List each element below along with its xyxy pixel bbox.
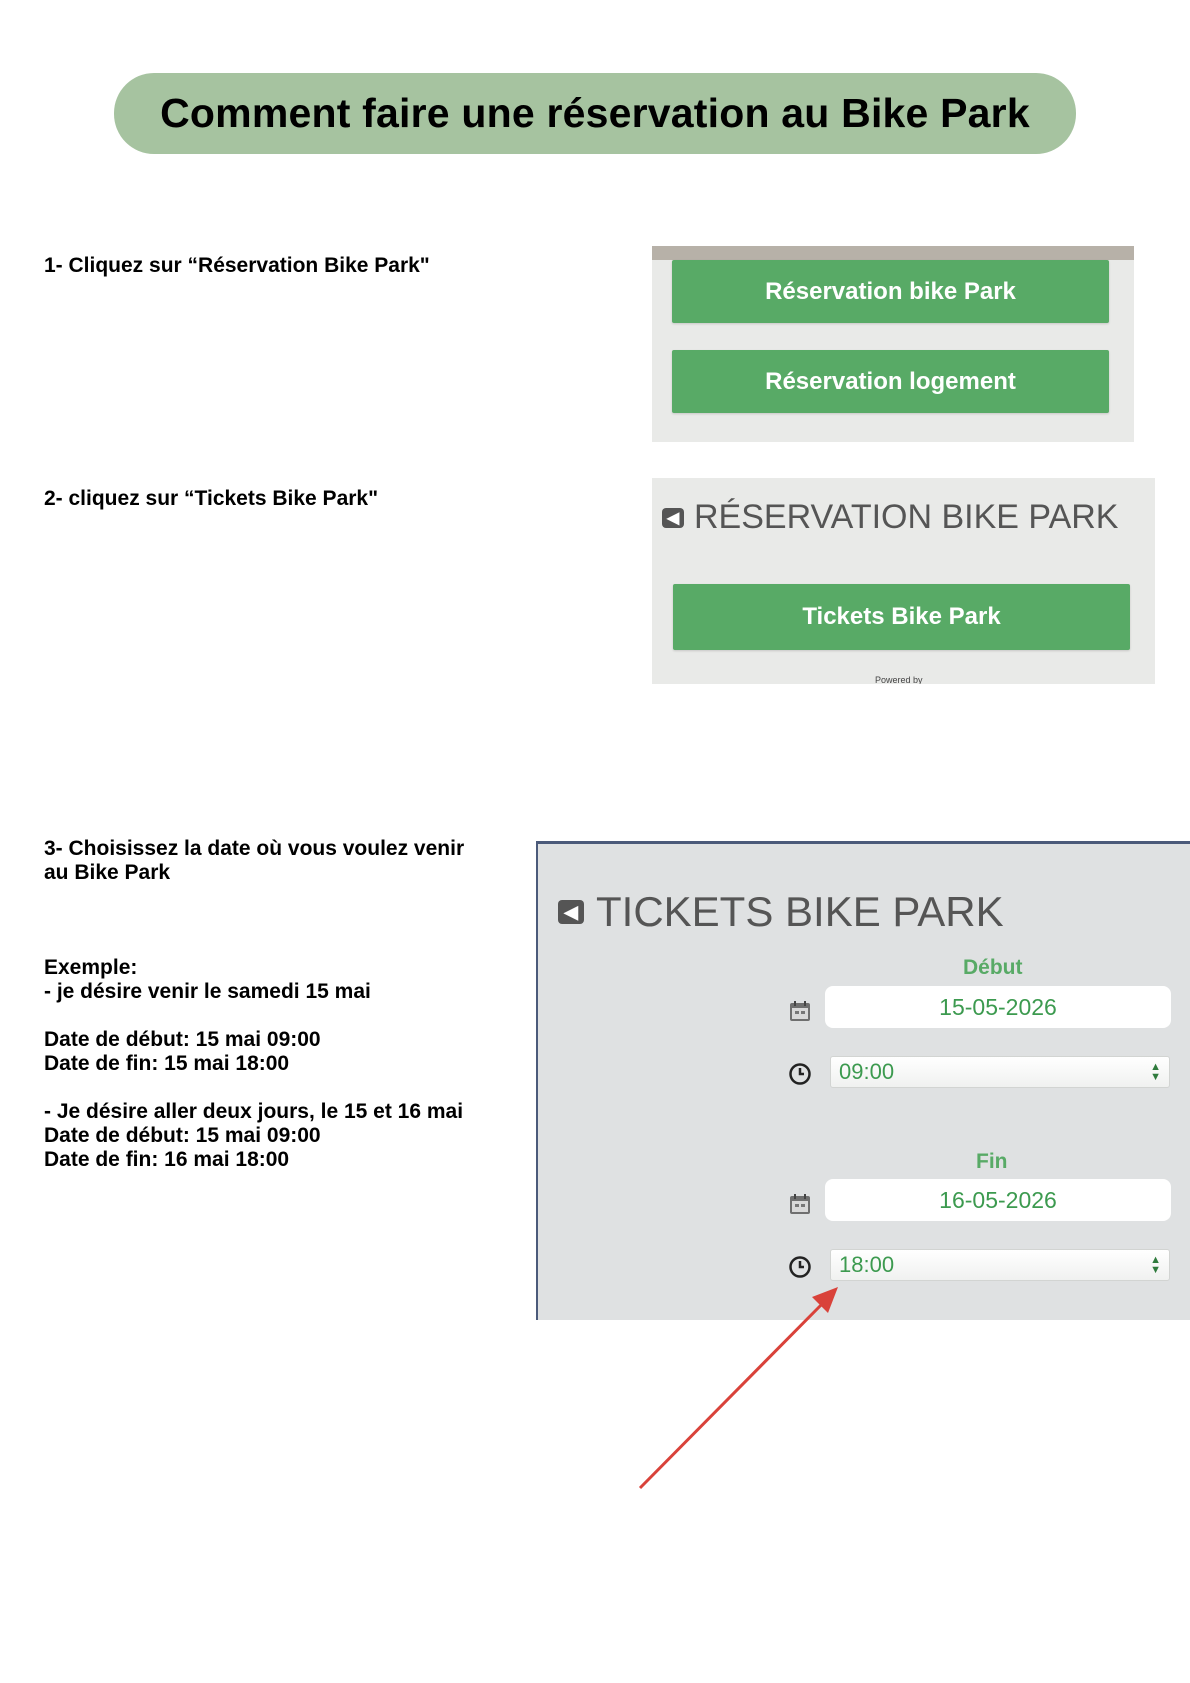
- step1-screenshot-panel: [652, 246, 1134, 442]
- back-arrow-icon[interactable]: ◀: [558, 900, 584, 924]
- step1-instruction: 1- Cliquez sur “Réservation Bike Park": [44, 254, 430, 277]
- tickets-form-panel: [536, 841, 1190, 1320]
- start-time-value: 09:00: [839, 1059, 895, 1084]
- start-label: Début: [963, 956, 1023, 979]
- spinner-arrows-icon[interactable]: ▲ ▼: [1150, 1254, 1161, 1276]
- tickets-bike-park-header: [558, 888, 1004, 936]
- end-time-select[interactable]: [830, 1249, 1170, 1281]
- example-line: Date de début: 15 mai 09:00: [44, 1124, 321, 1147]
- end-time-value: 18:00: [839, 1252, 895, 1277]
- example-line: Date de fin: 16 mai 18:00: [44, 1148, 290, 1171]
- clock-icon: [788, 1062, 812, 1086]
- powered-by-text: Powered by: [875, 675, 923, 684]
- start-time-select[interactable]: [830, 1056, 1170, 1088]
- back-arrow-icon[interactable]: ◀: [662, 508, 684, 528]
- example-block: [44, 956, 463, 1172]
- form-title-text: TICKETS BIKE PARK: [596, 888, 1004, 935]
- example-line: - je désire venir le samedi 15 mai: [44, 980, 371, 1003]
- start-date-input[interactable]: 15-05-2026: [825, 986, 1171, 1028]
- step3-instruction: [44, 837, 464, 885]
- panel-top-strip: [652, 246, 1134, 260]
- example-line: Date de fin: 15 mai 18:00: [44, 1052, 290, 1075]
- example-line: [44, 1076, 463, 1100]
- example-line: [44, 1004, 463, 1028]
- reservation-bike-park-header: [662, 498, 1119, 537]
- step2-instruction: 2- cliquez sur “Tickets Bike Park": [44, 487, 379, 510]
- title-banner: [114, 73, 1076, 154]
- example-line: - Je désire aller deux jours, le 15 et 16 mai: [44, 1100, 464, 1123]
- example-line: Exemple:: [44, 956, 138, 979]
- reservation-bike-park-button[interactable]: Réservation bike Park: [672, 260, 1109, 323]
- end-label: Fin: [976, 1150, 1008, 1173]
- calendar-icon: [788, 999, 812, 1023]
- step2-screenshot-panel: [652, 478, 1155, 684]
- step3-line2: au Bike Park: [44, 861, 171, 884]
- tickets-bike-park-button[interactable]: Tickets Bike Park: [673, 584, 1130, 650]
- example-line: Date de début: 15 mai 09:00: [44, 1028, 321, 1051]
- panel-title-text: RÉSERVATION BIKE PARK: [694, 498, 1119, 536]
- calendar-icon: [788, 1192, 812, 1216]
- page-title: Comment faire une réservation au Bike Park: [160, 90, 1030, 136]
- end-date-input[interactable]: 16-05-2026: [825, 1179, 1171, 1221]
- spinner-arrows-icon[interactable]: ▲ ▼: [1150, 1061, 1161, 1083]
- clock-icon: [788, 1255, 812, 1279]
- step3-line1: 3- Choisissez la date où vous voulez venir: [44, 837, 465, 860]
- reservation-logement-button[interactable]: Réservation logement: [672, 350, 1109, 413]
